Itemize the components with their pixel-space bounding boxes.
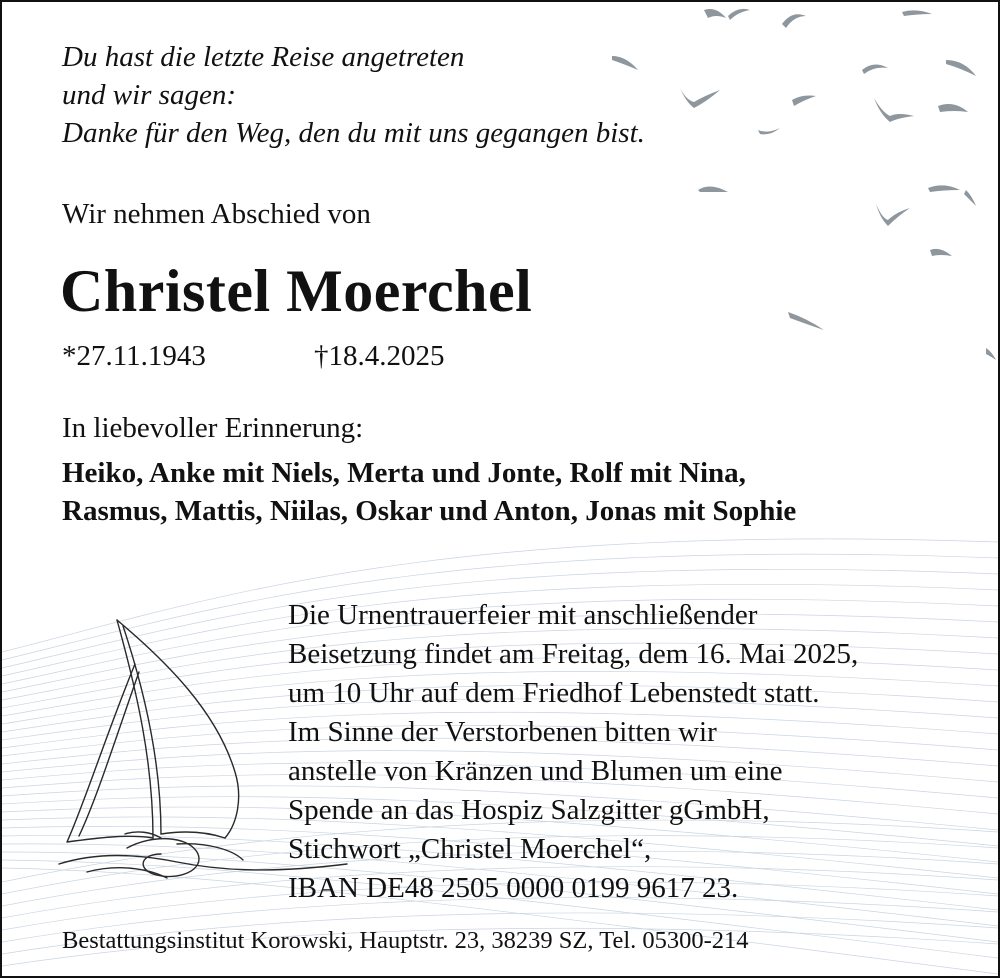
ceremony-line: IBAN DE48 2505 0000 0199 9617 23. [288, 872, 739, 904]
ceremony-line: Spende an das Hospiz Salzgitter gGmbH, [288, 794, 770, 826]
mourners-line: Rasmus, Mattis, Niilas, Oskar und Anton, Jonas mit Sophie [62, 495, 797, 527]
ceremony-line: um 10 Uhr auf dem Friedhof Lebenstedt statt. [288, 677, 820, 709]
mourners-line: Heiko, Anke mit Niels, Merta und Jonte, Rolf mit Nina, [62, 457, 746, 489]
ceremony-line: Die Urnentrauerfeier mit anschließender [288, 599, 758, 631]
mourners-list [62, 454, 796, 530]
ceremony-line: Im Sinne der Verstorbenen bitten wir [288, 716, 717, 748]
birth-date: *27.11.1943 [62, 340, 206, 372]
birds-icon [602, 2, 998, 362]
death-date: †18.4.2025 [314, 340, 445, 372]
verse-line: und wir sagen: [62, 79, 236, 111]
deceased-name: Christel Moerchel [60, 258, 533, 324]
ceremony-line: anstelle von Kränzen und Blumen um eine [288, 755, 783, 787]
memory-intro: In liebevoller Erinnerung: [62, 412, 364, 444]
ceremony-line: Beisetzung findet am Freitag, dem 16. Mai 2025, [288, 638, 859, 670]
verse-line: Danke für den Weg, den du mit uns gegangen bist. [62, 117, 645, 149]
ceremony-details [288, 596, 858, 908]
verse-line: Du hast die letzte Reise angetreten [62, 41, 465, 73]
farewell-verse [62, 38, 645, 152]
funeral-home-footer: Bestattungsinstitut Korowski, Hauptstr. 23, 38239 SZ, Tel. 05300-214 [62, 927, 749, 954]
farewell-intro: Wir nehmen Abschied von [62, 198, 371, 230]
ceremony-line: Stichwort „Christel Moerchel“, [288, 833, 652, 865]
